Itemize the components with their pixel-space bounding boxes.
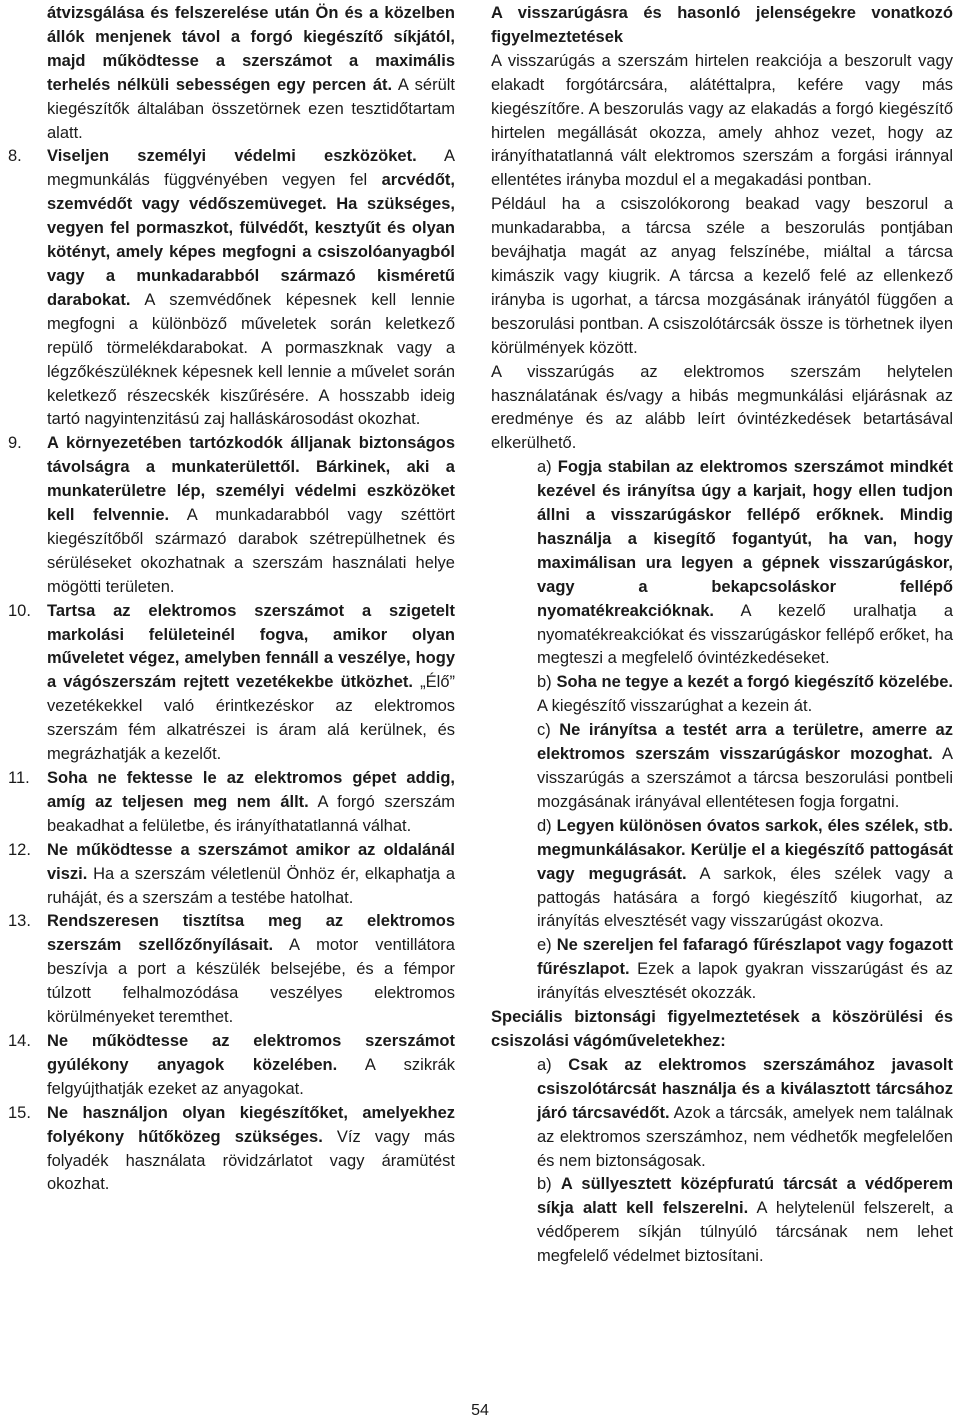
item-letter: b): [537, 673, 557, 692]
item-text: A megmunkálás függvényében vegyen fel: [47, 147, 455, 190]
warning-item: [8, 432, 455, 599]
item-text: A szikrák felgyújthatják ezeket az anyagokat.: [47, 1055, 455, 1098]
item-bold-text: Ne működtesse a szerszámot amikor az oldalánál viszi.: [47, 840, 455, 883]
kickback-paragraph: Például ha a csiszolókorong beakad vagy beszorul a munkadarabba, a tárcsa széle a beszorulás pontjában bevájhatja magát az anyag felszínébe, miáltal a tárcsa kimászik vagy kiugrik. A tárcsa a kezelő felé az ellenkező irányba is ugorhat, a tárcsa mozgásának irányától függően a beszorulási pontban. A csiszolótárcsák össze is törhetnek ilyen körülmények között.: [491, 195, 953, 357]
item-number: 10.: [8, 601, 31, 620]
item-number: 11.: [8, 769, 30, 787]
item-text: A motor ventillátora beszívja a port a készülék belsejébe, és a fémpor túlzott felhalmozódása veszélyes elektromos körülményeket teremthet.: [47, 936, 455, 1027]
lettered-item: [491, 1173, 953, 1269]
warning-item: [8, 145, 455, 432]
item-bold-text: Viseljen személyi védelmi eszközöket.: [47, 147, 417, 166]
continuation-paragraph: [8, 2, 455, 145]
item-letter: a): [537, 1055, 569, 1074]
item-text: A munkadarabból vagy széttört kiegészítőből származó darabok szétrepülhetnek és sérüléseket okozhatnak a szerszám használati helye mögötti területen.: [47, 506, 456, 596]
special-items: [491, 1054, 953, 1269]
item-bold-text: Ne szereljen fel fafaragó fűrészlapot vagy fogazott fűrészlapot.: [537, 936, 953, 979]
item-text: Azok a tárcsák, amelyek nem találnak az elektromos szerszámhoz, nem védhetők megfelelően és nem biztonságosak.: [537, 1103, 953, 1170]
warning-item: [8, 910, 455, 1030]
item-bold-text: Fogja stabilan az elektromos szerszámot mindkét kezével és irányítsa úgy a karjait, hogy ellen tudjon állni a visszarúgáskor fellépő erőknek. Mindig használja a kisegítő fogantyút, ha van, hogy maximálisan ura legyen a gépnek visszarúgáskor, vagy a bekapcsoláskor fellépő nyomatékreakcióknak.: [537, 458, 953, 620]
item-bold-text: Rendszeresen tisztítsa meg az elektromos szerszám szellőzőnyílásait.: [47, 912, 455, 955]
kickback-heading: A visszarúgásra és hasonló jelenségekre vonatkozó figyelmeztetések: [491, 4, 953, 46]
item-text: A kiegészítő visszarúghat a kezein át.: [537, 697, 813, 716]
lettered-item: [491, 671, 953, 719]
item-bold-text: Ne irányítsa a testét arra a területre, amerre az elektromos szerszám visszarúgáskor mozoghat.: [537, 721, 953, 764]
item-number: 8.: [8, 147, 22, 166]
kickback-paragraph: A visszarúgás az elektromos szerszám helytelen használatának és/vagy a hibás megmunkálási eljárásnak az eredménye és az alább leírt óvintézkedések betartásával elkerülhető.: [491, 362, 953, 453]
kickback-items: [491, 456, 953, 1006]
item-text: A visszarúgás a szerszámot a tárcsa beszorulási pontbeli mozgásának irányával ellentétesen fogja forgatni.: [537, 745, 953, 811]
page-number: 54: [471, 1402, 489, 1419]
item-text: „Élő” vezetékekkel való érintkezéskor az elektromos szerszám fém alkatrészei is áram alá kerülnek, és megrázhatják a kezelőt.: [47, 673, 455, 764]
right-column: [491, 2, 953, 1269]
lettered-item: [491, 719, 953, 815]
warning-item: [8, 1030, 455, 1102]
continuation-text: A sérült kiegészítők általában összetörnek ezen tesztidőtartam alatt.: [47, 75, 455, 142]
item-letter: d): [537, 816, 557, 835]
item-number: 9.: [8, 434, 22, 453]
item-text: Ezek a lapok gyakran visszarúgást és az irányítás elvesztését okozzák.: [537, 960, 953, 1003]
lettered-item: [491, 815, 953, 935]
item-bold-text: Ne működtesse az elektromos szerszámot gyúlékony anyagok közelében.: [47, 1031, 455, 1074]
item-bold-text: Soha ne tegye a kezét a forgó kiegészítő közelébe.: [556, 673, 953, 692]
item-text: A helytelenül felszerelt, a védőperem síkján túlnyúló tárcsának nem lehet megfelelő védelmet biztosítani.: [537, 1199, 954, 1266]
item-number: 14.: [8, 1031, 31, 1050]
item-letter: a): [537, 458, 558, 477]
lettered-item: [491, 1054, 953, 1174]
warning-item: [8, 767, 455, 839]
item-bold-text: Csak az elektromos szerszámához javasolt csiszolótárcsát használja és a kiválasztott tárcsához járó tárcsavédőt.: [537, 1055, 953, 1122]
item-text: Víz vagy más folyadék használata rövidzárlatot vagy áramütést okozhat.: [47, 1127, 455, 1194]
item-bold-text: A süllyesztett középfuratú tárcsát a védőperem síkja alatt kell felszerelni.: [537, 1175, 954, 1218]
item-number: 13.: [8, 912, 31, 931]
warning-item: [8, 839, 455, 911]
item-text: A kezelő uralhatja a nyomatékreakciókat és visszarúgáskor fellépő erőket, ha megteszi a megfelelő óvintézkedéseket.: [537, 601, 953, 668]
kickback-paragraph: A visszarúgás a szerszám hirtelen reakciója a beszorult vagy elakadt forgótárcsára, alátéttalpra, kefére vagy más kiegészítőre. A beszorulás vagy az elakadás a forgó kiegészítő hirtelen megállását okozza, amely ahhoz vezet, hogy az irányíthatatlanná vált elektromos szerszám a forgási iránnyal ellentétes irányba mozdul el a megakadási pontban.: [491, 51, 953, 190]
lettered-item: [491, 934, 953, 1006]
item-number: 12.: [8, 840, 31, 859]
item-text: A sarkok, éles szélek vagy a pattogás hatására a forgó kiegészítő kiugorhat, az irányítás elvesztését vagy visszarúgást okozva.: [537, 864, 953, 931]
warning-item: [8, 1102, 455, 1198]
item-text: Ha a szerszám véletlenül Önhöz ér, elkaphatja a ruháját, és a szerszám a testébe hatolhat.: [47, 864, 455, 907]
item-bold-text: Ne használjon olyan kiegészítőket, amelyekhez folyékony hűtőközeg szükséges.: [47, 1103, 455, 1146]
numbered-warnings: [8, 145, 455, 1197]
item-letter: e): [537, 936, 557, 955]
item-letter: c): [537, 721, 560, 740]
continuation-bold: átvizsgálása és felszerelése után Ön és a közelben állók menjenek távol a forgó kiegészítő síkjától, majd működtesse a szerszámot a maximális terhelés nélküli sebességen egy percen át.: [47, 4, 455, 94]
item-bold-text: Tartsa az elektromos szerszámot a szigetelt markolási felületeinél fogva, amikor olyan műveletet végez, amelyben fennáll a veszélye, hogy a vágószerszám rejtett vezetékekbe ütközhet.: [47, 601, 455, 692]
special-heading: Speciális biztonsági figyelmeztetések a köszörülési és csiszolási vágóműveletekhez:: [491, 1008, 953, 1050]
kickback-paragraphs: [491, 50, 953, 456]
item-bold-text-2: arcvédőt, szemvédőt vagy védőszemüveget. Ha szükséges, vegyen fel pormaszkot, fülvédőt, kesztyűt és olyan kötényt, amely képes megfogni a csiszolóanyagból vagy a munkadarabból származó kisméretű darabokat.: [47, 171, 455, 309]
item-bold-text: A környezetében tartózkodók álljanak biztonságos távolságra a munkaterülettől. Bárkinek, aki a munkaterületre lép, személyi védelmi eszközöket kell felvennie.: [47, 434, 455, 525]
left-column: [8, 2, 455, 1197]
item-number: 15.: [8, 1103, 31, 1122]
item-letter: b): [537, 1175, 561, 1194]
item-text: A forgó szerszám beakadhat a felületbe, és irányíthatatlanná válhat.: [47, 792, 455, 835]
item-bold-text: Soha ne fektesse le az elektromos gépet addig, amíg az teljesen meg nem állt.: [47, 769, 455, 811]
warning-item: [8, 600, 455, 767]
item-text-2: A szemvédőnek képesnek kell lennie megfogni a különböző műveletek során keletkező repülő törmelékdarabokat. A pormaszknak vagy a légzőkészüléknek képesnek kell lennie a művelet során keletkező részecskék kiszűrésére. A hosszabb ideig tartó nagyintenzitású zaj halláskárosodást okozhat.: [47, 290, 455, 429]
lettered-item: [491, 456, 953, 671]
item-bold-text: Legyen különösen óvatos sarkok, éles szélek, stb. megmunkálásakor. Kerülje el a kiegészítő pattogását vagy megugrását.: [537, 816, 953, 883]
